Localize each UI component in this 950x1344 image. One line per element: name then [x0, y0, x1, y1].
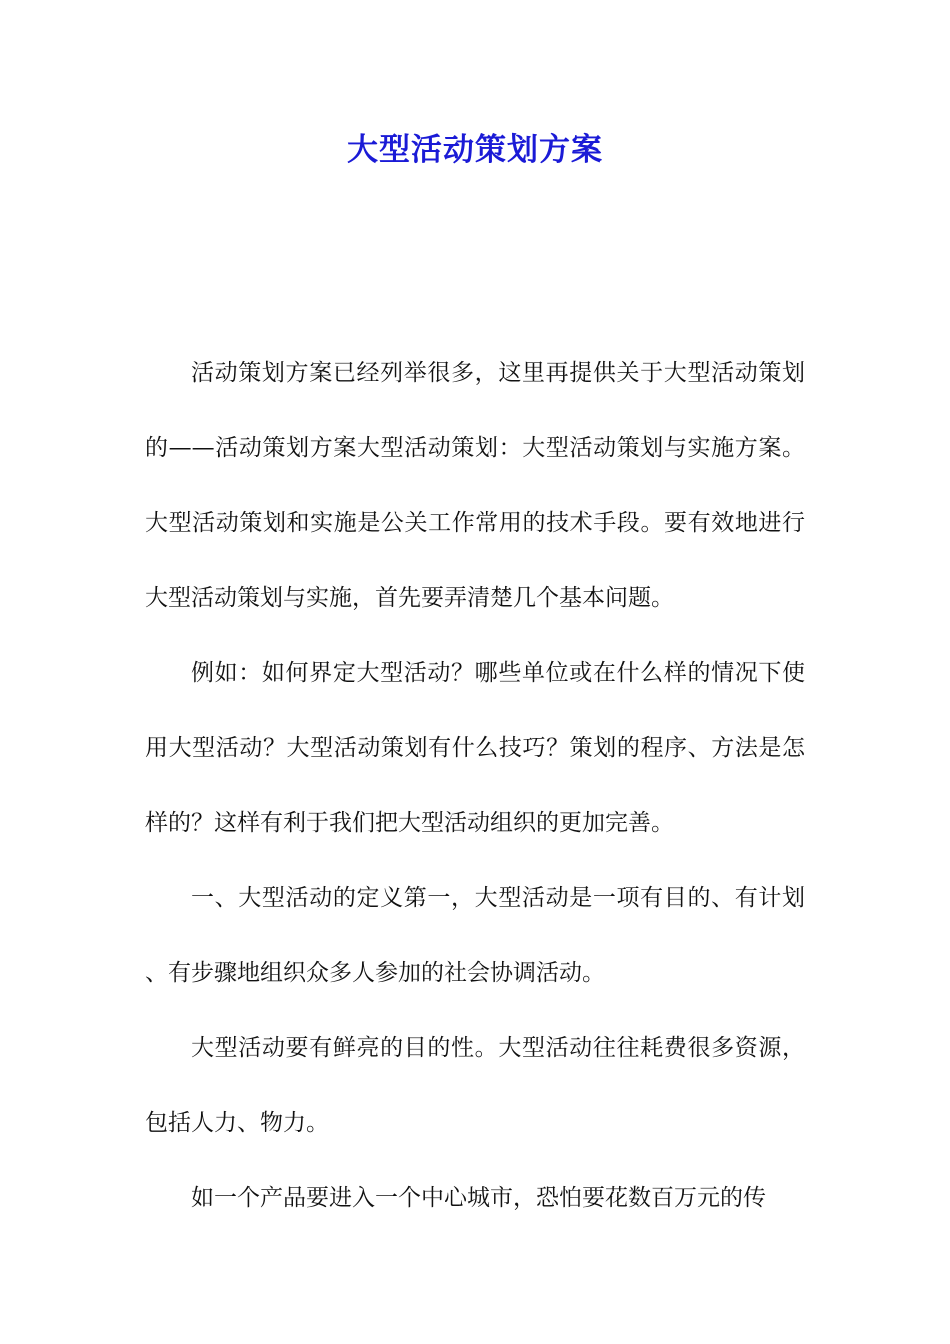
paragraph-example: 如一个产品要进入一个中心城市，恐怕要花数百万元的传: [191, 1185, 766, 1211]
document-body: [145, 336, 805, 1236]
paragraph-purpose: 大型活动要有鲜亮的目的性。大型活动往往耗费很多资源，包括人力、物力。: [145, 1035, 805, 1136]
paragraph-questions: 例如：如何界定大型活动？哪些单位或在什么样的情况下使用大型活动？大型活动策划有什么技巧？策划的程序、方法是怎样的？这样有利于我们把大型活动组织的更加完善。: [145, 660, 805, 836]
document-title: 大型活动策划方案: [347, 132, 603, 168]
paragraph-intro: 活动策划方案已经列举很多，这里再提供关于大型活动策划的——活动策划方案大型活动策划：大型活动策划与实施方案。大型活动策划和实施是公关工作常用的技术手段。要有效地进行大型活动策划与实施，首先要弄清楚几个基本问题。: [145, 360, 805, 611]
paragraph-definition: 一、大型活动的定义第一，大型活动是一项有目的、有计划、有步骤地组织众多人参加的社会协调活动。: [145, 885, 805, 986]
